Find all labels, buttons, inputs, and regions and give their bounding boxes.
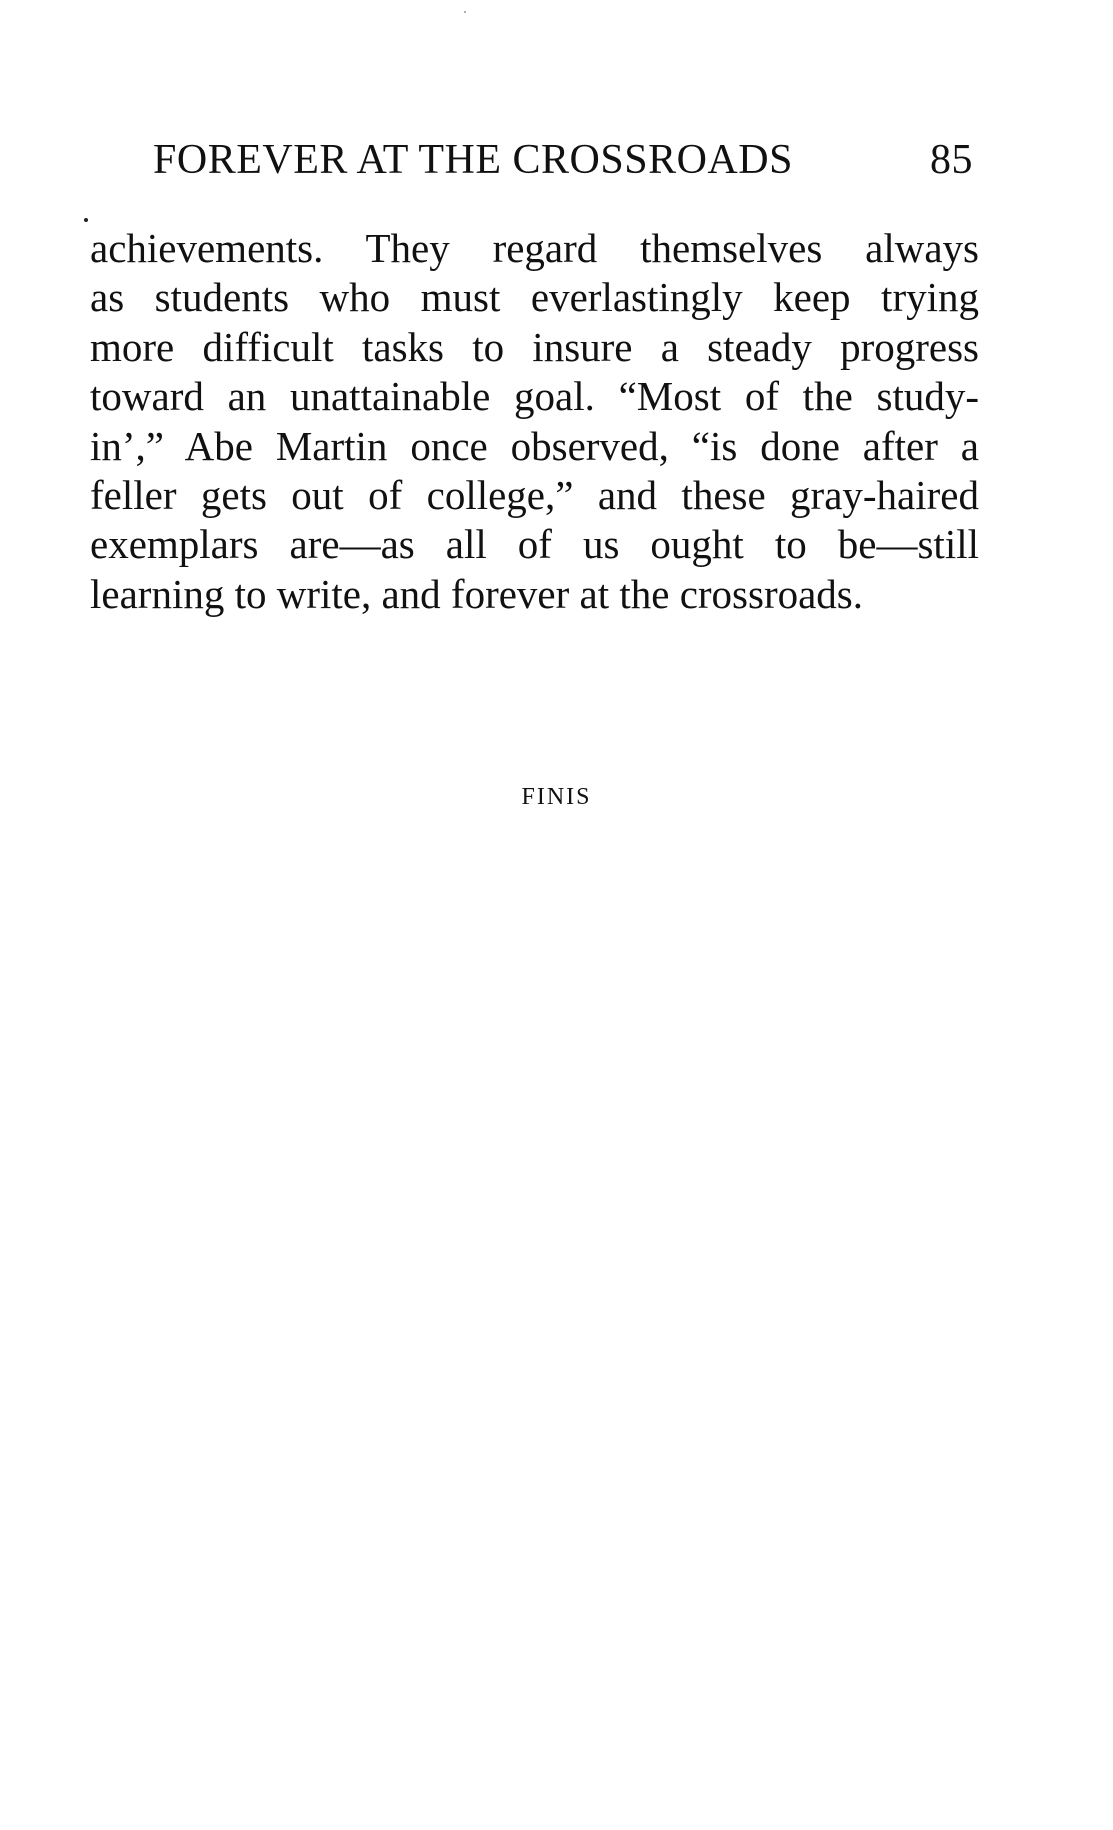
running-head [153, 136, 973, 192]
text-line: achievements. They regard themselves always [90, 225, 979, 271]
text-line: exemplars are—as all of us ought to be—still [90, 521, 979, 568]
body-paragraph [90, 224, 979, 619]
text-line: more difficult tasks to insure a steady progress [90, 323, 979, 370]
page-number: 85 [930, 137, 973, 183]
text-line: feller gets out of college,” and these gray-haired [90, 471, 979, 518]
running-title: FOREVER AT THE CROSSROADS [153, 137, 793, 183]
text-line: as students who must everlastingly keep trying [90, 274, 979, 321]
scan-speck [84, 218, 88, 222]
text-line: toward an unattainable goal. “Most of the study- [90, 373, 979, 420]
finis-colophon: FINIS [521, 784, 592, 810]
text-line: learning to write, and forever at the crossroads. [90, 570, 864, 617]
scan-speck [464, 11, 466, 13]
text-line: in’,” Abe Martin once observed, “is done after a [90, 422, 979, 469]
